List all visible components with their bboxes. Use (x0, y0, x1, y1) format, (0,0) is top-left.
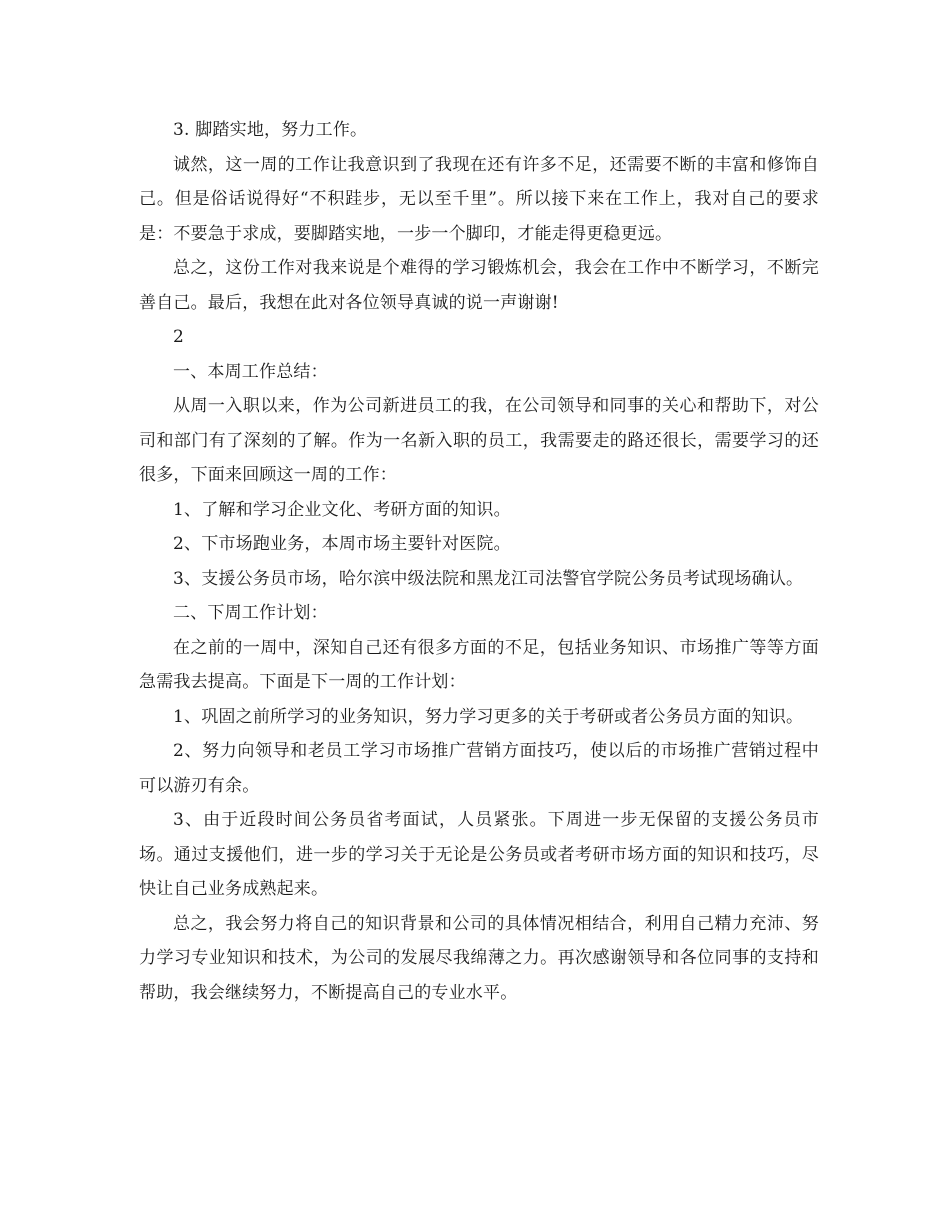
document-body (139, 113, 819, 1010)
list-item-summary-2: 2、下市场跑业务，本周市场主要针对医院。 (173, 534, 511, 554)
paragraph-summary-intro: 从周一入职以来，作为公司新进员工的我，在公司领导和同事的关心和帮助下，对公司和部门有了深刻的了解。作为一名新入职的员工，我需要走的路还很长，需要学习的还很多，下面来回顾这一周的工作： (139, 396, 819, 485)
list-item-summary-3: 3、支援公务员市场，哈尔滨中级法院和黑龙江司法警官学院公务员考试现场确认。 (173, 568, 804, 589)
section-heading-plan: 二、下周工作计划： (173, 603, 328, 623)
list-item-plan-3: 3、由于近段时间公务员省考面试，人员紧张。下周进一步无保留的支援公务员市场。通过支援他们，进一步的学习关于无论是公务员或者考研市场方面的知识和技巧，尽快让自己业务成熟起来。 (139, 810, 819, 899)
paragraph-heading-3: 3. 脚踏实地，努力工作。 (173, 120, 368, 140)
paragraph-final-conclusion: 总之，我会努力将自己的知识背景和公司的具体情况相结合，利用自己精力充沛、努力学习专业知识和技术，为公司的发展尽我绵薄之力。再次感谢领导和各位同事的支持和帮助，我会继续努力，不断提高自己的专业水平。 (139, 913, 819, 1003)
paragraph-reflection: 诚然，这一周的工作让我意识到了我现在还有许多不足，还需要不断的丰富和修饰自己。但是俗话说得好“不积跬步，无以至千里”。所以接下来在工作上，我对自己的要求是：不要急于求成，要脚踏实地，一步一个脚印，才能走得更稳更远。 (139, 154, 819, 244)
paragraph-plan-intro: 在之前的一周中，深知自己还有很多方面的不足，包括业务知识、市场推广等等方面急需我去提高。下面是下一周的工作计划： (139, 637, 819, 692)
list-item-plan-2: 2、努力向领导和老员工学习市场推广营销方面技巧，使以后的市场推广营销过程中可以游刃有余。 (139, 741, 819, 796)
list-item-summary-1: 1、了解和学习企业文化、考研方面的知识。 (173, 499, 511, 520)
section-number: 2 (173, 327, 185, 347)
section-heading-summary: 一、本周工作总结： (173, 361, 328, 382)
list-item-plan-1: 1、巩固之前所学习的业务知识，努力学习更多的关于考研或者公务员方面的知识。 (173, 706, 804, 727)
paragraph-conclusion: 总之，这份工作对我来说是个难得的学习锻炼机会，我会在工作中不断学习，不断完善自己。最后，我想在此对各位领导真诚的说一声谢谢! (139, 258, 819, 313)
